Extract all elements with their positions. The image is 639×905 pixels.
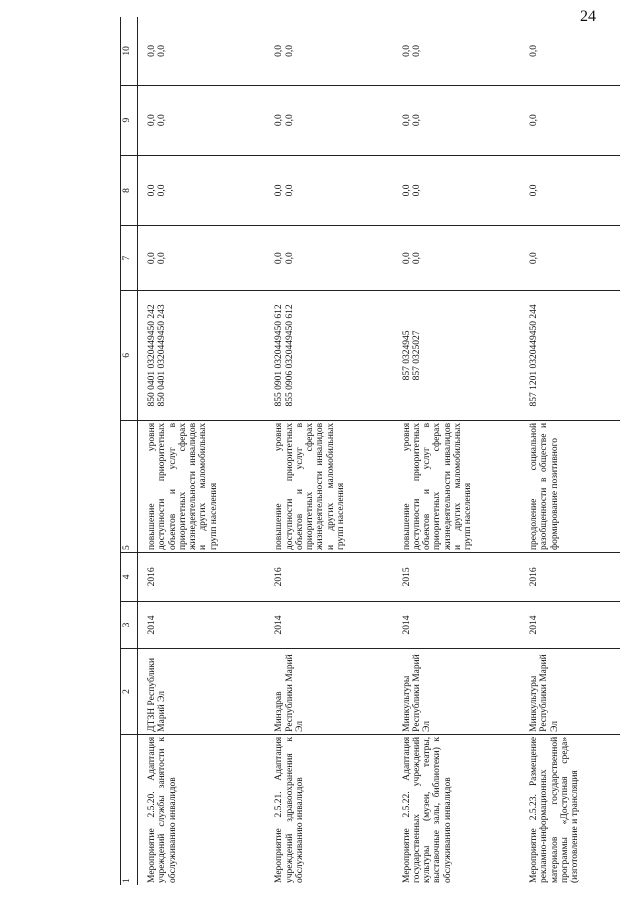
- value: 0,0: [157, 114, 168, 127]
- value: 0,0: [529, 184, 540, 197]
- value-col-8: [273, 155, 400, 226]
- value: 0,0: [157, 184, 168, 197]
- executor: Минкультуры Республики Марий Эл: [528, 649, 620, 735]
- value: 0,0: [401, 44, 412, 57]
- value-col-8: [528, 155, 620, 226]
- col-header-5: 5: [121, 420, 138, 552]
- end-year: 2016: [273, 553, 400, 602]
- value-col-7: [528, 226, 620, 290]
- value-col-10: [146, 17, 273, 85]
- table-row: [528, 17, 620, 885]
- col-header-1: 1: [121, 734, 138, 885]
- budget-codes: [401, 290, 528, 420]
- value: 0,0: [284, 114, 295, 127]
- table-row: [146, 17, 273, 885]
- budget-code: 857 0324945: [401, 330, 412, 381]
- col-header-4: 4: [121, 553, 138, 602]
- value: 0,0: [147, 252, 157, 265]
- col-header-10: 10: [121, 17, 138, 85]
- value: 0,0: [147, 44, 157, 57]
- value: 0,0: [411, 252, 422, 265]
- budget-code: 857 1201 0320449450 244: [529, 304, 540, 407]
- value: 0,0: [401, 184, 412, 197]
- value: 0,0: [529, 44, 540, 57]
- expected-result: преодоление социальной разобщенности в обществе и формирование позитивного: [528, 420, 620, 552]
- executor: ДТЗН Республики Марий Эл: [146, 649, 273, 735]
- budget-code: 850 0401 0320449450 243: [157, 304, 168, 407]
- value-col-9: [401, 85, 528, 155]
- column-number-row: [121, 17, 138, 885]
- value: 0,0: [284, 184, 295, 197]
- start-year: 2014: [528, 601, 620, 649]
- value-col-7: [401, 226, 528, 290]
- budget-codes: [273, 290, 400, 420]
- value: 0,0: [147, 184, 157, 197]
- value: 0,0: [284, 252, 295, 265]
- col-header-8: 8: [121, 155, 138, 226]
- end-year: 2015: [401, 553, 528, 602]
- value-col-9: [273, 85, 400, 155]
- start-year: 2014: [146, 601, 273, 649]
- expected-result: повышение уровня доступности приоритетных объектов и услуг в приоритетных сферах жизнедеятельности инвалидов и других маломобильных групп населения: [401, 420, 528, 552]
- measure-name: Мероприятие 2.5.22. Адаптация государственных учреждений культуры (музеи, театры, выставочные залы, библиотеки) к обслуживанию инвалидов: [401, 736, 453, 883]
- value: 0,0: [529, 252, 540, 265]
- value: 0,0: [401, 252, 412, 265]
- budget-code: 857 0325027: [411, 330, 422, 381]
- executor: Минздрав Республики Марий Эл: [273, 649, 400, 735]
- measure-name: Мероприятие 2.5.21. Адаптация учреждений здравоохранения к обслуживанию инвалидов: [274, 736, 305, 883]
- value: 0,0: [274, 252, 285, 265]
- col-header-3: 3: [121, 601, 138, 649]
- value: 0,0: [274, 114, 285, 127]
- value: 0,0: [284, 44, 295, 57]
- col-header-6: 6: [121, 290, 138, 420]
- expected-result: повышение уровня доступности приоритетных объектов и услуг в приоритетных сферах жизнедеятельности инвалидов и других маломобильных групп населения: [146, 420, 273, 552]
- value: 0,0: [274, 44, 285, 57]
- value-col-10: [401, 17, 528, 85]
- value-col-10: [528, 17, 620, 85]
- end-year: 2016: [146, 553, 273, 602]
- start-year: 2014: [401, 601, 528, 649]
- measure-name: Мероприятие 2.5.23. Размещение рекламно-информационных материалов государственной программы «Доступная среда» (изготовление и трансляция: [529, 736, 581, 883]
- value-col-10: [273, 17, 400, 85]
- program-measures-table: [120, 17, 620, 885]
- value: 0,0: [411, 184, 422, 197]
- value-col-7: [146, 226, 273, 290]
- start-year: 2014: [273, 601, 400, 649]
- executor: Минкультуры Республики Марий Эл: [401, 649, 528, 735]
- expected-result: повышение уровня доступности приоритетных объектов и услуг в приоритетных сферах жизнедеятельности инвалидов и других маломобильных групп населения: [273, 420, 400, 552]
- value-col-8: [146, 155, 273, 226]
- budget-code: 855 0906 0320449450 612: [284, 304, 295, 407]
- value-col-8: [401, 155, 528, 226]
- rotated-table-container: [120, 17, 620, 885]
- value: 0,0: [411, 114, 422, 127]
- table-row: [401, 17, 528, 885]
- value: 0,0: [147, 114, 157, 127]
- value: 0,0: [157, 44, 168, 57]
- end-year: 2016: [528, 553, 620, 602]
- measure-name: Мероприятие 2.5.20. Адаптация учреждений службы занятости к обслуживанию инвалидов: [147, 736, 178, 883]
- value: 0,0: [157, 252, 168, 265]
- budget-codes: [146, 290, 273, 420]
- value: 0,0: [274, 184, 285, 197]
- budget-code: 855 0901 0320449450 612: [274, 304, 285, 407]
- col-header-7: 7: [121, 226, 138, 290]
- value: 0,0: [529, 114, 540, 127]
- value-col-9: [528, 85, 620, 155]
- value-col-7: [273, 226, 400, 290]
- value: 0,0: [411, 44, 422, 57]
- budget-codes: [528, 290, 620, 420]
- value-col-9: [146, 85, 273, 155]
- value: 0,0: [401, 114, 412, 127]
- col-header-9: 9: [121, 85, 138, 155]
- budget-code: 850 0401 0320449450 242: [147, 304, 157, 407]
- table-row: [273, 17, 400, 885]
- page-number: 24: [580, 8, 596, 25]
- col-header-2: 2: [121, 649, 138, 735]
